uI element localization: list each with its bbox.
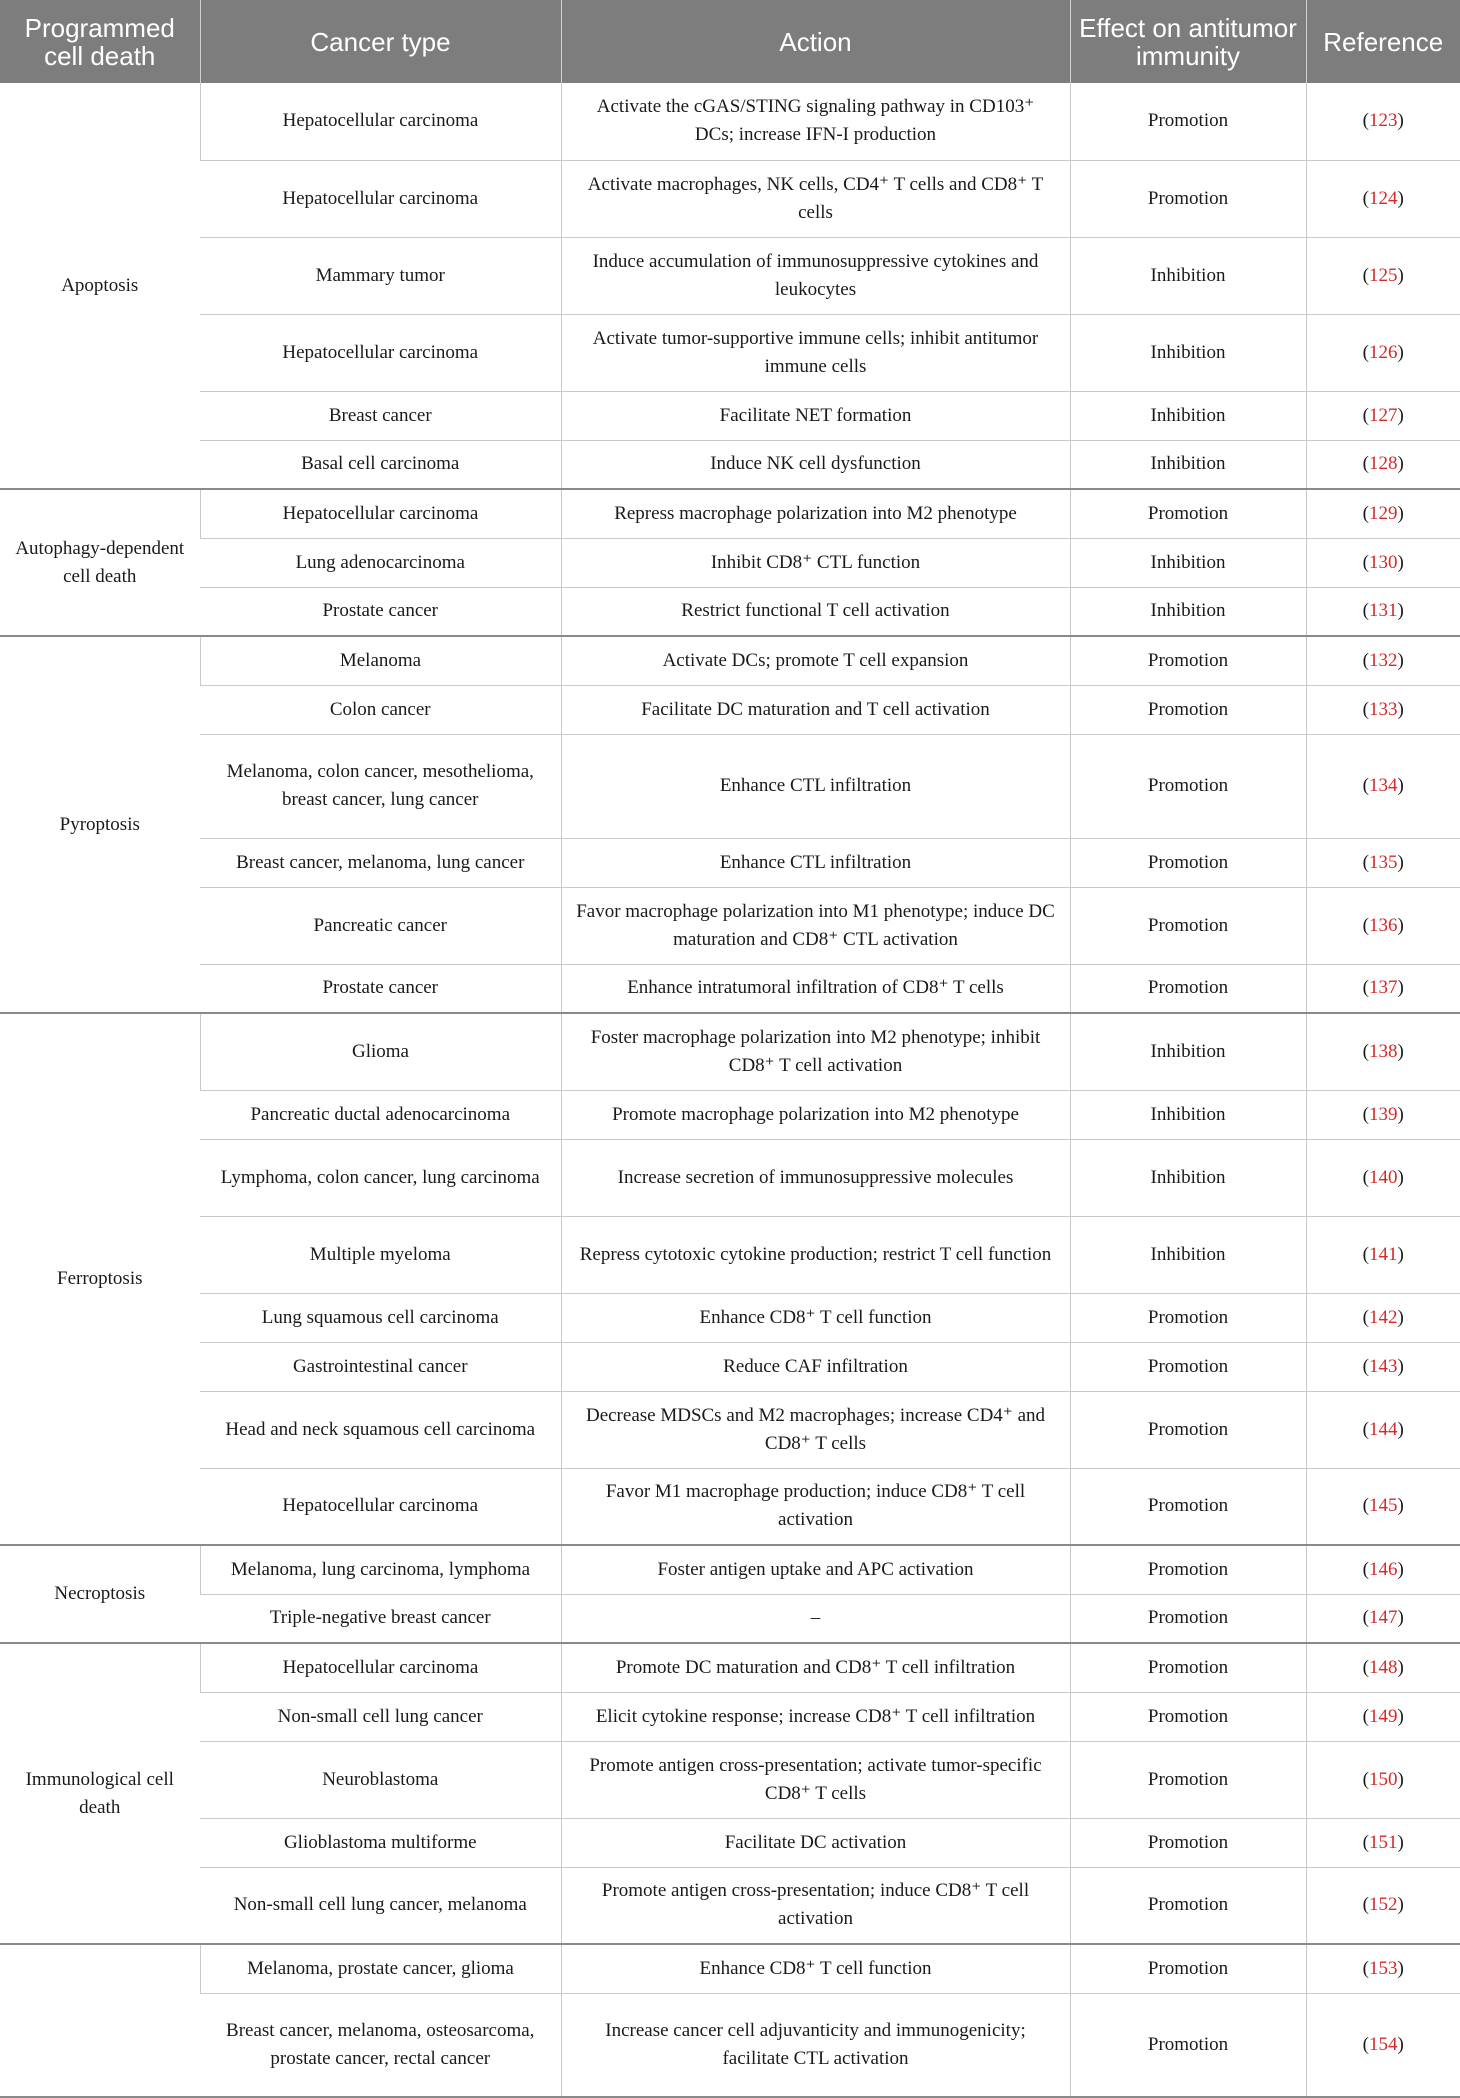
ref-close-paren: )	[1397, 264, 1404, 286]
group-label: Necroptosis	[0, 1545, 200, 1643]
effect-cell: Promotion	[1070, 160, 1306, 237]
action-cell: Repress cytotoxic cytokine production; restrict T cell function	[561, 1216, 1070, 1293]
table-row	[0, 587, 1460, 636]
reference-link[interactable]: 141	[1369, 1243, 1398, 1265]
reference-link[interactable]: 134	[1369, 775, 1398, 796]
reference-cell[interactable]	[1306, 1342, 1460, 1391]
ref-open-paren: (	[1362, 2033, 1369, 2055]
table-body	[0, 83, 1460, 2097]
action-cell: Facilitate NET formation	[561, 391, 1070, 440]
effect-cell: Promotion	[1070, 1993, 1306, 2097]
ref-open-paren: (	[1362, 453, 1369, 475]
header-action: Action	[561, 0, 1070, 83]
reference-cell[interactable]	[1306, 1293, 1460, 1342]
effect-cell: Inhibition	[1070, 314, 1306, 391]
action-cell: Enhance intratumoral infiltration of CD8⁺ T cells	[561, 964, 1070, 1013]
effect-cell: Promotion	[1070, 964, 1306, 1013]
reference-cell[interactable]	[1306, 1741, 1460, 1818]
ref-open-paren: (	[1362, 914, 1369, 936]
reference-cell[interactable]	[1306, 440, 1460, 489]
reference-link[interactable]: 124	[1369, 187, 1398, 209]
ref-open-paren: (	[1362, 1040, 1369, 1062]
cancer-type-cell: Head and neck squamous cell carcinoma	[200, 1391, 561, 1468]
ref-close-paren: )	[1397, 1894, 1404, 1916]
reference-link[interactable]: 148	[1369, 1656, 1398, 1678]
ref-close-paren: )	[1397, 1768, 1404, 1790]
reference-cell[interactable]	[1306, 838, 1460, 887]
cancer-type-cell: Lymphoma, colon cancer, lung carcinoma	[200, 1139, 561, 1216]
reference-link[interactable]: 132	[1369, 649, 1398, 671]
effect-cell: Promotion	[1070, 685, 1306, 734]
cancer-type-cell: Glioblastoma multiforme	[200, 1818, 561, 1867]
reference-cell[interactable]	[1306, 1216, 1460, 1293]
table-row	[0, 685, 1460, 734]
ref-open-paren: (	[1362, 1418, 1369, 1440]
reference-cell[interactable]	[1306, 1944, 1460, 1993]
reference-cell[interactable]	[1306, 1013, 1460, 1090]
reference-link[interactable]: 147	[1369, 1607, 1398, 1629]
reference-link[interactable]: 133	[1369, 698, 1398, 720]
table-row	[0, 1391, 1460, 1468]
ref-close-paren: )	[1397, 914, 1404, 936]
reference-link[interactable]: 130	[1369, 551, 1398, 573]
effect-cell: Promotion	[1070, 1594, 1306, 1643]
cancer-type-cell: Lung adenocarcinoma	[200, 538, 561, 587]
table-row	[0, 1643, 1460, 1692]
table-row	[0, 1944, 1460, 1993]
ref-open-paren: (	[1362, 1243, 1369, 1265]
action-cell: Favor M1 macrophage production; induce CD8⁺ T cell activation	[561, 1468, 1070, 1545]
reference-cell[interactable]	[1306, 160, 1460, 237]
ref-close-paren: )	[1397, 1705, 1404, 1727]
ref-close-paren: )	[1397, 698, 1404, 720]
reference-link[interactable]: 150	[1369, 1768, 1398, 1790]
cancer-type-cell: Neuroblastoma	[200, 1741, 561, 1818]
action-cell: Promote DC maturation and CD8⁺ T cell infiltration	[561, 1643, 1070, 1692]
ref-close-paren: )	[1397, 1418, 1404, 1440]
reference-link[interactable]: 128	[1369, 453, 1398, 475]
action-cell: Enhance CD8⁺ T cell function	[561, 1944, 1070, 1993]
ref-open-paren: (	[1362, 264, 1369, 286]
reference-link[interactable]: 142	[1369, 1306, 1398, 1328]
ref-close-paren: )	[1397, 1243, 1404, 1265]
reference-link[interactable]: 149	[1369, 1705, 1398, 1727]
ref-open-paren: (	[1362, 1656, 1369, 1678]
table-row	[0, 1741, 1460, 1818]
ref-open-paren: (	[1362, 1558, 1369, 1580]
table-row	[0, 964, 1460, 1013]
group-label: Immunological cell death	[0, 1643, 200, 1944]
reference-cell[interactable]	[1306, 538, 1460, 587]
cancer-type-cell: Pancreatic ductal adenocarcinoma	[200, 1090, 561, 1139]
reference-link[interactable]: 135	[1369, 851, 1398, 873]
ref-close-paren: )	[1397, 341, 1404, 363]
ref-open-paren: (	[1362, 1306, 1369, 1328]
group-label: Ferroptosis	[0, 1013, 200, 1545]
effect-cell: Inhibition	[1070, 1216, 1306, 1293]
ref-close-paren: )	[1397, 775, 1404, 796]
action-cell: Decrease MDSCs and M2 macrophages; increase CD4⁺ and CD8⁺ T cells	[561, 1391, 1070, 1468]
action-cell: Enhance CTL infiltration	[561, 734, 1070, 838]
action-cell: Favor macrophage polarization into M1 phenotype; induce DC maturation and CD8⁺ CTL activation	[561, 887, 1070, 964]
reference-cell[interactable]	[1306, 1692, 1460, 1741]
action-cell: –	[561, 1594, 1070, 1643]
ref-close-paren: )	[1397, 502, 1404, 524]
ref-close-paren: )	[1397, 551, 1404, 573]
effect-cell: Inhibition	[1070, 391, 1306, 440]
ref-close-paren: )	[1397, 2033, 1404, 2055]
cancer-type-cell: Colon cancer	[200, 685, 561, 734]
ref-open-paren: (	[1362, 977, 1369, 999]
table-row	[0, 1216, 1460, 1293]
table-row	[0, 1013, 1460, 1090]
ref-open-paren: (	[1362, 110, 1369, 132]
reference-link[interactable]: 138	[1369, 1040, 1398, 1062]
reference-link[interactable]: 129	[1369, 502, 1398, 524]
cancer-type-cell: Hepatocellular carcinoma	[200, 160, 561, 237]
effect-cell: Promotion	[1070, 1818, 1306, 1867]
reference-cell[interactable]	[1306, 1818, 1460, 1867]
action-cell: Facilitate DC maturation and T cell activation	[561, 685, 1070, 734]
cancer-type-cell: Pancreatic cancer	[200, 887, 561, 964]
ref-open-paren: (	[1362, 1166, 1369, 1188]
reference-link[interactable]: 144	[1369, 1418, 1398, 1440]
ref-open-paren: (	[1362, 187, 1369, 209]
action-cell: Induce accumulation of immunosuppressive cytokines and leukocytes	[561, 237, 1070, 314]
ref-close-paren: )	[1397, 1166, 1404, 1188]
ref-open-paren: (	[1362, 1103, 1369, 1125]
cancer-type-cell: Multiple myeloma	[200, 1216, 561, 1293]
reference-link[interactable]: 143	[1369, 1355, 1398, 1377]
reference-cell[interactable]	[1306, 964, 1460, 1013]
reference-cell[interactable]	[1306, 1468, 1460, 1545]
effect-cell: Promotion	[1070, 1944, 1306, 1993]
cancer-type-cell: Glioma	[200, 1013, 561, 1090]
effect-cell: Inhibition	[1070, 237, 1306, 314]
reference-cell[interactable]	[1306, 685, 1460, 734]
cancer-type-cell: Basal cell carcinoma	[200, 440, 561, 489]
ref-close-paren: )	[1397, 1495, 1404, 1517]
ref-open-paren: (	[1362, 551, 1369, 573]
effect-cell: Promotion	[1070, 734, 1306, 838]
reference-cell[interactable]	[1306, 1643, 1460, 1692]
effect-cell: Promotion	[1070, 1293, 1306, 1342]
reference-cell[interactable]	[1306, 314, 1460, 391]
effect-cell: Promotion	[1070, 1342, 1306, 1391]
table-row	[0, 1692, 1460, 1741]
effect-cell: Promotion	[1070, 1867, 1306, 1944]
cancer-type-cell: Hepatocellular carcinoma	[200, 1468, 561, 1545]
cancer-type-cell: Breast cancer	[200, 391, 561, 440]
reference-link[interactable]: 126	[1369, 341, 1398, 363]
action-cell: Activate DCs; promote T cell expansion	[561, 636, 1070, 685]
cancer-type-cell: Hepatocellular carcinoma	[200, 314, 561, 391]
action-cell: Foster antigen uptake and APC activation	[561, 1545, 1070, 1594]
reference-link[interactable]: 151	[1369, 1831, 1398, 1853]
reference-link[interactable]: 152	[1369, 1894, 1398, 1916]
ref-close-paren: )	[1397, 1558, 1404, 1580]
action-cell: Enhance CD8⁺ T cell function	[561, 1293, 1070, 1342]
table-row	[0, 734, 1460, 838]
effect-cell: Promotion	[1070, 1741, 1306, 1818]
reference-cell[interactable]	[1306, 83, 1460, 160]
ref-close-paren: )	[1397, 1831, 1404, 1853]
reference-link[interactable]: 153	[1369, 1957, 1398, 1979]
table-row	[0, 1468, 1460, 1545]
ref-close-paren: )	[1397, 1306, 1404, 1328]
header-effect: Effect on antitumor immunity	[1070, 0, 1306, 83]
cancer-type-cell: Non-small cell lung cancer, melanoma	[200, 1867, 561, 1944]
reference-cell[interactable]	[1306, 587, 1460, 636]
header-row	[0, 0, 1460, 83]
reference-link[interactable]: 139	[1369, 1103, 1398, 1125]
cancer-type-cell: Hepatocellular carcinoma	[200, 489, 561, 538]
ref-close-paren: )	[1397, 1040, 1404, 1062]
ref-open-paren: (	[1362, 341, 1369, 363]
group-label: Autophagy-dependent cell death	[0, 489, 200, 636]
table-row	[0, 314, 1460, 391]
action-cell: Activate the cGAS/STING signaling pathway in CD103⁺ DCs; increase IFN-I production	[561, 83, 1070, 160]
table-row	[0, 489, 1460, 538]
ref-open-paren: (	[1362, 775, 1369, 796]
ref-open-paren: (	[1362, 502, 1369, 524]
action-cell: Restrict functional T cell activation	[561, 587, 1070, 636]
reference-cell[interactable]	[1306, 636, 1460, 685]
ref-open-paren: (	[1362, 698, 1369, 720]
ref-close-paren: )	[1397, 1607, 1404, 1629]
ref-open-paren: (	[1362, 1607, 1369, 1629]
table-row	[0, 538, 1460, 587]
effect-cell: Promotion	[1070, 838, 1306, 887]
ref-close-paren: )	[1397, 977, 1404, 999]
reference-cell[interactable]	[1306, 734, 1460, 838]
effect-cell: Promotion	[1070, 1545, 1306, 1594]
ref-close-paren: )	[1397, 453, 1404, 475]
ref-open-paren: (	[1362, 1957, 1369, 1979]
action-cell: Activate macrophages, NK cells, CD4⁺ T cells and CD8⁺ T cells	[561, 160, 1070, 237]
table-row	[0, 237, 1460, 314]
cancer-type-cell: Breast cancer, melanoma, lung cancer	[200, 838, 561, 887]
ref-close-paren: )	[1397, 600, 1404, 622]
action-cell: Enhance CTL infiltration	[561, 838, 1070, 887]
reference-link[interactable]: 127	[1369, 404, 1398, 426]
effect-cell: Promotion	[1070, 1643, 1306, 1692]
effect-cell: Inhibition	[1070, 1139, 1306, 1216]
effect-cell: Inhibition	[1070, 538, 1306, 587]
effect-cell: Promotion	[1070, 1468, 1306, 1545]
action-cell: Reduce CAF infiltration	[561, 1342, 1070, 1391]
ref-open-paren: (	[1362, 1705, 1369, 1727]
cancer-type-cell: Prostate cancer	[200, 964, 561, 1013]
reference-cell[interactable]	[1306, 1090, 1460, 1139]
ref-close-paren: )	[1397, 187, 1404, 209]
table-row	[0, 1993, 1460, 2097]
ref-open-paren: (	[1362, 851, 1369, 873]
cancer-type-cell: Triple-negative breast cancer	[200, 1594, 561, 1643]
table-row	[0, 1867, 1460, 1944]
ref-close-paren: )	[1397, 1103, 1404, 1125]
reference-link[interactable]: 125	[1369, 264, 1398, 286]
ref-close-paren: )	[1397, 1355, 1404, 1377]
ref-open-paren: (	[1362, 649, 1369, 671]
effect-cell: Promotion	[1070, 83, 1306, 160]
table-row	[0, 1139, 1460, 1216]
reference-link[interactable]: 131	[1369, 600, 1398, 622]
reference-cell[interactable]	[1306, 391, 1460, 440]
action-cell: Promote antigen cross-presentation; induce CD8⁺ T cell activation	[561, 1867, 1070, 1944]
cancer-type-cell: Mammary tumor	[200, 237, 561, 314]
table-row	[0, 1545, 1460, 1594]
table-row	[0, 1090, 1460, 1139]
reference-link[interactable]: 145	[1369, 1495, 1398, 1517]
ref-open-paren: (	[1362, 404, 1369, 426]
action-cell: Facilitate DC activation	[561, 1818, 1070, 1867]
action-cell: Elicit cytokine response; increase CD8⁺ T cell infiltration	[561, 1692, 1070, 1741]
ref-open-paren: (	[1362, 1831, 1369, 1853]
reference-link[interactable]: 136	[1369, 914, 1398, 936]
cancer-type-cell: Lung squamous cell carcinoma	[200, 1293, 561, 1342]
ref-close-paren: )	[1397, 1957, 1404, 1979]
table-row	[0, 838, 1460, 887]
ref-open-paren: (	[1362, 1894, 1369, 1916]
reference-link[interactable]: 154	[1369, 2033, 1398, 2055]
reference-cell[interactable]	[1306, 237, 1460, 314]
table-row	[0, 1818, 1460, 1867]
action-cell: Inhibit CD8⁺ CTL function	[561, 538, 1070, 587]
cancer-type-cell: Hepatocellular carcinoma	[200, 1643, 561, 1692]
action-cell: Activate tumor-supportive immune cells; inhibit antitumor immune cells	[561, 314, 1070, 391]
action-cell: Promote macrophage polarization into M2 phenotype	[561, 1090, 1070, 1139]
cancer-type-cell: Melanoma	[200, 636, 561, 685]
ref-open-paren: (	[1362, 1355, 1369, 1377]
ref-open-paren: (	[1362, 600, 1369, 622]
action-cell: Foster macrophage polarization into M2 phenotype; inhibit CD8⁺ T cell activation	[561, 1013, 1070, 1090]
effect-cell: Inhibition	[1070, 1090, 1306, 1139]
reference-link[interactable]: 137	[1369, 977, 1398, 999]
header-cancer-type: Cancer type	[200, 0, 561, 83]
reference-cell[interactable]	[1306, 1594, 1460, 1643]
reference-cell[interactable]	[1306, 1867, 1460, 1944]
ref-close-paren: )	[1397, 1656, 1404, 1678]
reference-cell[interactable]	[1306, 1391, 1460, 1468]
table-row	[0, 83, 1460, 160]
reference-cell[interactable]	[1306, 887, 1460, 964]
ref-open-paren: (	[1362, 1768, 1369, 1790]
cancer-type-cell: Hepatocellular carcinoma	[200, 83, 561, 160]
ref-open-paren: (	[1362, 1495, 1369, 1517]
cancer-type-cell: Non-small cell lung cancer	[200, 1692, 561, 1741]
group-label: Apoptosis	[0, 83, 200, 489]
group-label: Pyroptosis	[0, 636, 200, 1013]
effect-cell: Promotion	[1070, 1391, 1306, 1468]
action-cell: Repress macrophage polarization into M2 phenotype	[561, 489, 1070, 538]
table-row	[0, 1594, 1460, 1643]
table-row	[0, 440, 1460, 489]
cancer-type-cell: Melanoma, colon cancer, mesothelioma, breast cancer, lung cancer	[200, 734, 561, 838]
action-cell: Induce NK cell dysfunction	[561, 440, 1070, 489]
header-reference: Reference	[1306, 0, 1460, 83]
reference-link[interactable]: 140	[1369, 1166, 1398, 1188]
ref-close-paren: )	[1397, 404, 1404, 426]
effect-cell: Inhibition	[1070, 1013, 1306, 1090]
table-row	[0, 391, 1460, 440]
effect-cell: Promotion	[1070, 636, 1306, 685]
reference-cell[interactable]	[1306, 1993, 1460, 2097]
table-row	[0, 1342, 1460, 1391]
cancer-type-cell: Gastrointestinal cancer	[200, 1342, 561, 1391]
effect-cell: Promotion	[1070, 887, 1306, 964]
effect-cell: Inhibition	[1070, 587, 1306, 636]
cancer-type-cell: Melanoma, lung carcinoma, lymphoma	[200, 1545, 561, 1594]
ref-close-paren: )	[1397, 649, 1404, 671]
reference-cell[interactable]	[1306, 489, 1460, 538]
table-row	[0, 1293, 1460, 1342]
reference-cell[interactable]	[1306, 1139, 1460, 1216]
group-label	[0, 1944, 200, 2097]
table-row	[0, 636, 1460, 685]
cancer-type-cell: Prostate cancer	[200, 587, 561, 636]
table-row	[0, 887, 1460, 964]
action-cell: Increase secretion of immunosuppressive molecules	[561, 1139, 1070, 1216]
action-cell: Increase cancer cell adjuvanticity and immunogenicity; facilitate CTL activation	[561, 1993, 1070, 2097]
reference-cell[interactable]	[1306, 1545, 1460, 1594]
reference-link[interactable]: 146	[1369, 1558, 1398, 1580]
effect-cell: Promotion	[1070, 1692, 1306, 1741]
effect-cell: Promotion	[1070, 489, 1306, 538]
header-programmed-cell-death: Programmed cell death	[0, 0, 200, 83]
ref-close-paren: )	[1397, 851, 1404, 873]
action-cell: Promote antigen cross-presentation; activate tumor-specific CD8⁺ T cells	[561, 1741, 1070, 1818]
cancer-type-cell: Melanoma, prostate cancer, glioma	[200, 1944, 561, 1993]
ref-close-paren: )	[1397, 110, 1404, 132]
reference-link[interactable]: 123	[1369, 110, 1398, 132]
effect-cell: Inhibition	[1070, 440, 1306, 489]
table-row	[0, 160, 1460, 237]
cancer-type-cell: Breast cancer, melanoma, osteosarcoma, prostate cancer, rectal cancer	[200, 1993, 561, 2097]
